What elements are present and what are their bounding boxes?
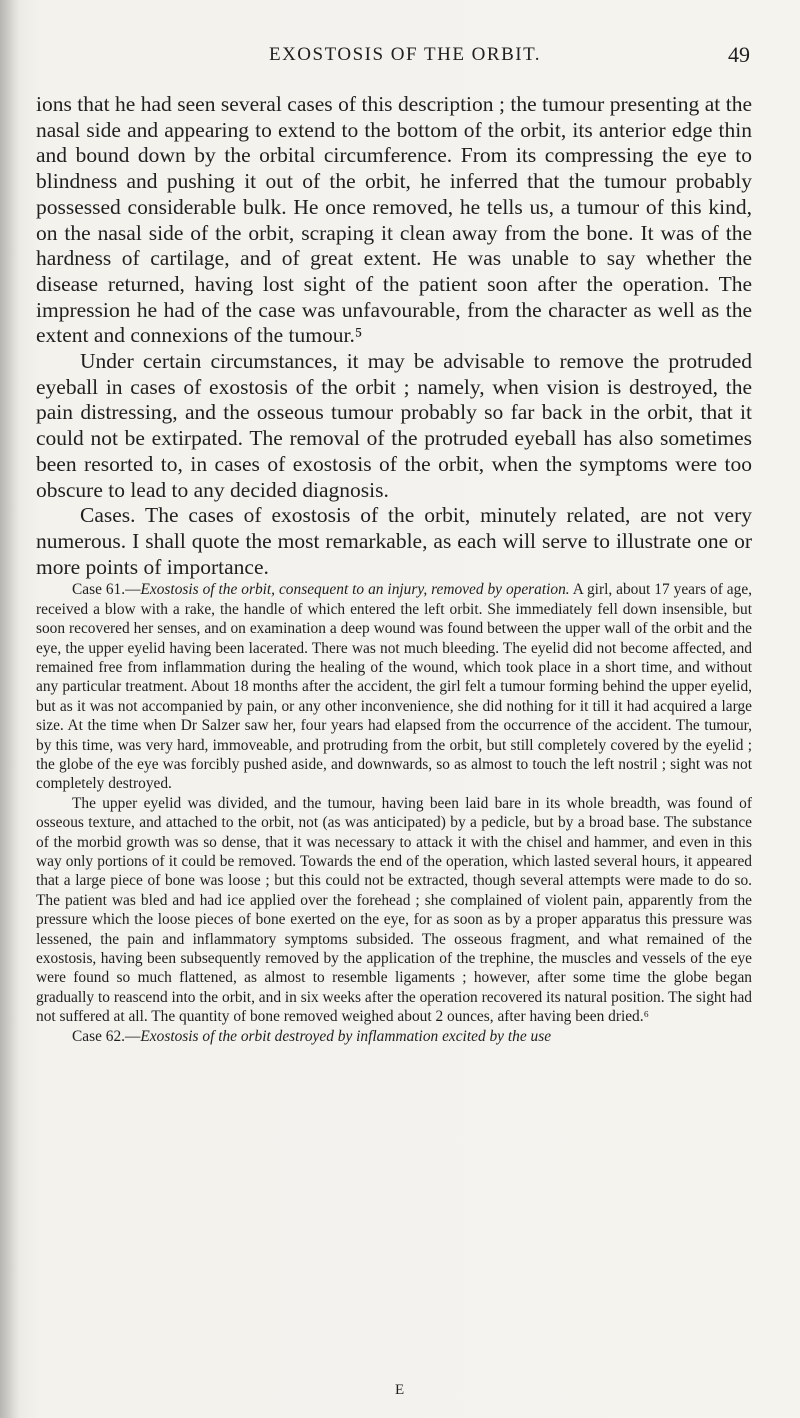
- case-61-label: Case 61.—: [72, 581, 141, 599]
- page-header: [60, 40, 750, 70]
- case-62-title: Exostosis of the orbit destroyed by inflammation excited by the use: [140, 1027, 552, 1045]
- case-61-continuation: The upper eyelid was divided, and the tumour, having been laid bare in its whole breadth, was found of osseous texture, and attached to the orbit, not (as was anticipated) by a pedicle, but by a broad base. The substance of the morbid growth was so dense, that it was necessary to attack it with the chisel and hammer, and even in this way only portions of it could be removed. Towards the end of the operation, which lasted several hours, it appeared that a large piece of bone was loose ; but this could not be extracted, though several attempts were made to do so. The patient was bled and had ice applied over the forehead ; she complained of violent pain, apparently from the pressure which the loose pieces of bone exerted on the eye, for as soon as by a proper apparatus this pressure was lessened, the pain and inflammatory symptoms subsided. The osseous fragment, and what remained of the exostosis, having been subsequently removed by the application of the trephine, the muscles and vessels of the eye were found so much flattened, as almost to resemble ligaments ; however, after some time the globe began gradually to reascend into the orbit, and in six weeks after the operation recovered its natural position. The sight had not suffered at all. The quantity of bone removed weighed about 2 ounces, after having been dried.⁶: [36, 794, 752, 1026]
- running-head: EXOSTOSIS OF THE ORBIT.: [268, 44, 542, 65]
- signature-mark: E: [395, 1382, 405, 1398]
- case-61-title: Exostosis of the orbit, consequent to an injury, removed by operation.: [140, 581, 570, 599]
- gutter-shadow: [0, 0, 20, 1418]
- case-62-label: Case 62.—: [72, 1027, 141, 1045]
- case-61-paragraph: [36, 580, 752, 793]
- case-61-text: A girl, about 17 years of age, received a blow with a rake, the handle of which entered the left orbit. She immediately fell down insensible, but soon recovered her senses, and on examination a deep wound was found between the upper wall of the orbit and the eye, the upper eyelid having been lacerated. There was not much bleeding. The eyelid did not become affected, and remained free from inflammation during the healing of the wound, which took place in a short time, and without any particular treatment. About 18 months after the accident, the girl felt a tumour forming behind the upper eyelid, but as it was not accompanied by pain, or any other inconvenience, she did nothing for it till it had acquired a large size. At the time when Dr Salzer saw her, four years had elapsed from the occurrence of the accident. The tumour, by this time, was very hard, immoveable, and protruding from the orbit, but still completely covered by the eyelid ; the globe of the eye was forcibly pushed aside, and downwards, so as almost to touch the left nostril ; sight was not completely destroyed.: [36, 581, 753, 793]
- paragraph-2: Under certain circumstances, it may be advisable to remove the protruded eyeball in cases of exostosis of the orbit ; namely, when vision is destroyed, the pain distressing, and the osseous tumour probably so far back in the orbit, that it could not be extirpated. The removal of the protruded eyeball has also sometimes been resorted to, in cases of exostosis of the orbit, when the symptoms were too obscure to lead to any decided diagnosis.: [36, 349, 752, 502]
- paragraph-3: Cases. The cases of exostosis of the orbit, minutely related, are not very numerous. I shall quote the most remarkable, as each will serve to illustrate one or more points of importance.: [36, 503, 752, 579]
- case-62-paragraph: [36, 1027, 752, 1046]
- page-number: 49: [728, 42, 750, 67]
- paragraph-1: ions that he had seen several cases of this description ; the tumour presenting at the nasal side and appearing to extend to the bottom of the orbit, its anterior edge thin and bound down by the orbital circumference. From its compressing the eye to blindness and pushing it out of the orbit, he inferred that the tumour probably possessed considerable bulk. He once removed, he tells us, a tumour of this kind, on the nasal side of the orbit, scraping it clean away from the bone. It was of the hardness of cartilage, and of great extent. He was unable to say whether the disease returned, having lost sight of the patient soon after the operation. The impression he had of the case was unfavourable, from the character as well as the extent and connexions of the tumour.⁵: [36, 92, 752, 348]
- body-text: [36, 92, 752, 1046]
